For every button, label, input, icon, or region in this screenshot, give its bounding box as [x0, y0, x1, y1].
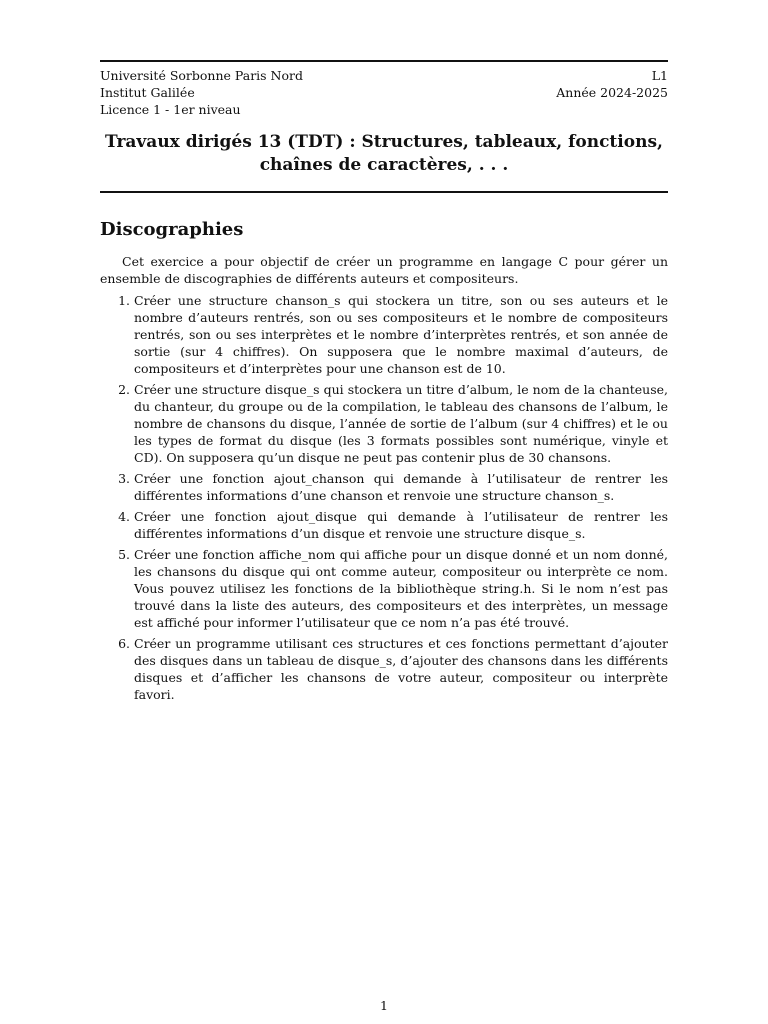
page-number: 1	[380, 998, 388, 1013]
document-title	[100, 131, 668, 177]
intro-paragraph: Cet exercice a pour objectif de créer un programme en langage C pour gérer un ensemble de discographies de différents auteurs et compositeurs.	[100, 254, 668, 286]
list-item: 1. Créer une structure chanson_s qui stockera un titre, son ou ses auteurs et le nombre d’auteurs rentrés, son ou ses compositeurs et le nombre de compositeurs rentrés, son ou ses interprètes et le nombre d’interprètes rentrés, et son année de sortie (sur 4 chiffres). On supposera que le nombre maximal d’auteurs, de compositeurs et d’interprètes pour une chanson est de 10.	[134, 292, 668, 377]
exercise-list	[100, 292, 668, 703]
header-university: Université Sorbonne Paris Nord	[100, 68, 303, 83]
header-right	[556, 67, 668, 118]
header-level: Licence 1 - 1er niveau	[100, 102, 241, 117]
list-item: 3. Créer une fonction ajout_chanson qui demande à l’utilisateur de rentrer les différentes informations d’une chanson et renvoie une structure chanson_s.	[134, 470, 668, 504]
section-title: Discographies	[100, 219, 244, 240]
title-line-2: chaînes de caractères, . . .	[259, 155, 509, 175]
header-left	[100, 67, 303, 118]
list-item: 6. Créer un programme utilisant ces structures et ces fonctions permettant d’ajouter des disques dans un tableau de disque_s, d’ajouter des chansons dans les différents disques et d’afficher les chansons de votre auteur, compositeur ou interprète favori.	[134, 635, 668, 703]
top-rule	[100, 60, 668, 62]
title-line-1: Travaux dirigés 13 (TDT) : Structures, tableaux, fonctions,	[105, 132, 663, 152]
list-item: 2. Créer une structure disque_s qui stockera un titre d’album, le nom de la chanteuse, du chanteur, du groupe ou de la compilation, le tableau des chansons de l’album, le nombre de chansons du disque, l’année de sortie de l’album (sur 4 chiffres) et le ou les types de format du disque (les 3 formats possibles sont numérique, vinyle et CD). On supposera qu’un disque ne peut pas contenir plus de 30 chansons.	[134, 381, 668, 466]
header-course: L1	[651, 68, 668, 83]
document-header	[100, 67, 668, 118]
header-institute: Institut Galilée	[100, 85, 195, 100]
header-year: Année 2024-2025	[556, 85, 668, 100]
title-rule	[100, 191, 668, 193]
list-item: 5. Créer une fonction affiche_nom qui affiche pour un disque donné et un nom donné, les chansons du disque qui ont comme auteur, compositeur ou interprète ce nom. Vous pouvez utilisez les fonctions de la bibliothèque string.h. Si le nom n’est pas trouvé dans la liste des auteurs, des compositeurs et des interprètes, un message est affiché pour informer l’utilisateur que ce nom n’a pas été trouvé.	[134, 546, 668, 631]
list-item: 4. Créer une fonction ajout_disque qui demande à l’utilisateur de rentrer les différentes informations d’un disque et renvoie une structure disque_s.	[134, 508, 668, 542]
document-page	[100, 60, 668, 707]
